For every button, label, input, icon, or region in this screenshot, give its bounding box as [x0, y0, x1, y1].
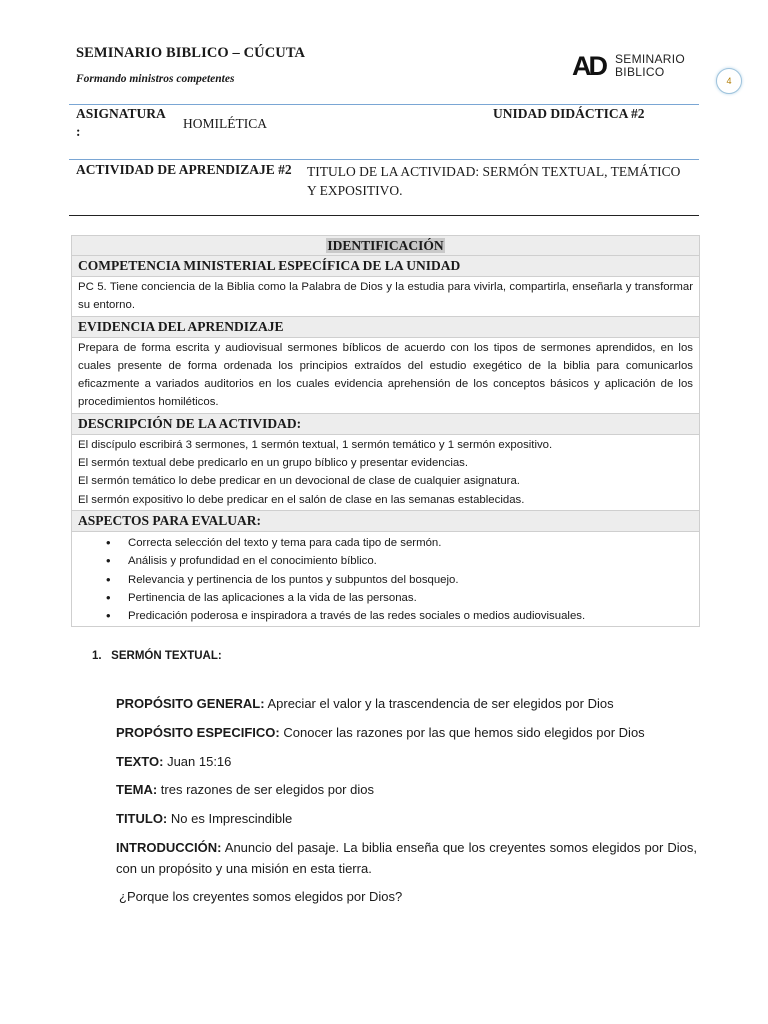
asignatura-label: ASIGNATURA [76, 106, 166, 121]
divider [69, 104, 699, 105]
table-title-row [72, 236, 699, 255]
logo-line2: BIBLICO [615, 65, 665, 79]
introduccion-label: INTRODUCCIÓN: [116, 840, 222, 855]
proposito-general-label: PROPÓSITO GENERAL: [116, 696, 265, 711]
introduccion [116, 837, 697, 879]
evidencia-text: Prepara de forma escrita y audiovisual sermones bíblicos de acuerdo con los tipos de sermones aprendidos, en los cuales presente de forma ordenada los principios extraídos del estudio exegético de la biblia para comunicarlos eficazmente a variados auditorios en los cuales evidencia aprehensión de los conceptos básicos y aplicación de los procedimientos homiléticos. [72, 337, 699, 413]
proposito-especifico-label: PROPÓSITO ESPECIFICO: [116, 725, 280, 740]
logo-line1: SEMINARIO [615, 52, 686, 66]
descripcion-line: El sermón temático lo debe predicar en un devocional de clase de cualquier asignatura. [78, 475, 520, 488]
descripcion-header: DESCRIPCIÓN DE LA ACTIVIDAD: [72, 413, 699, 434]
texto [116, 751, 697, 772]
list-item: • Relevancia y pertinencia de los puntos y subpuntos del bosquejo. [128, 571, 693, 589]
titulo-value: No es Imprescindible [170, 811, 293, 826]
actividad-title-line2: Y EXPOSITIVO. [307, 183, 403, 198]
unidad-didactica: UNIDAD DIDÁCTICA #2 [493, 106, 645, 121]
actividad-label: ACTIVIDAD DE APRENDIZAJE #2 [76, 162, 292, 177]
school-name: SEMINARIO BIBLICO – CÚCUTA [76, 45, 306, 61]
list-item: • Pertinencia de las aplicaciones a la vida de las personas. [128, 589, 693, 607]
seminary-logo [572, 52, 692, 82]
tema-value: tres razones de ser elegidos por dios [160, 782, 374, 797]
descripcion-line: El discípulo escribirá 3 sermones, 1 sermón textual, 1 sermón temático y 1 sermón expositivo. [78, 438, 553, 451]
page-number-badge[interactable]: 4 [716, 68, 742, 94]
tema [116, 779, 697, 800]
aspectos-list [78, 534, 693, 625]
section-title: 1. SERMÓN TEXTUAL: [92, 650, 222, 662]
competencia-header: COMPETENCIA MINISTERIAL ESPECÍFICA DE LA UNIDAD [72, 255, 699, 276]
descripcion-line: El sermón expositivo lo debe predicar en el salón de clase en las semanas establecidas. [78, 493, 525, 506]
aspectos-header: ASPECTOS PARA EVALUAR: [72, 510, 699, 531]
proposito-general-value: Apreciar el valor y la trascendencia de ser elegidos por Dios [267, 696, 614, 711]
logo-mark: AD [572, 51, 605, 81]
asignatura-value: HOMILÉTICA [183, 116, 267, 131]
table-title: IDENTIFICACIÓN [327, 238, 444, 253]
titulo-label: TITULO: [116, 811, 168, 826]
pregunta: ¿Porque los creyentes somos elegidos por Dios? [119, 889, 403, 904]
list-item: • Análisis y profundidad en el conocimiento bíblico. [128, 552, 693, 570]
descripcion-cell [72, 434, 699, 510]
aspectos-cell [72, 531, 699, 626]
descripcion-line: El sermón textual debe predicarlo en un grupo bíblico y presentar evidencias. [78, 457, 469, 470]
tema-label: TEMA: [116, 782, 158, 797]
texto-value: Juan 15:16 [167, 754, 232, 769]
divider [69, 215, 699, 216]
list-item: • Predicación poderosa e inspiradora a través de las redes sociales o medios audiovisuales. [128, 607, 693, 625]
proposito-general [116, 693, 697, 714]
evidencia-header: EVIDENCIA DEL APRENDIZAJE [72, 316, 699, 337]
asignatura-colon: : [76, 124, 81, 139]
titulo [116, 808, 697, 829]
texto-label: TEXTO: [116, 754, 164, 769]
proposito-especifico-value: Conocer las razones por las que hemos sido elegidos por Dios [283, 725, 645, 740]
actividad-title [307, 162, 680, 200]
school-motto: Formando ministros competentes [76, 73, 235, 85]
logo-text [615, 53, 685, 79]
identification-table [71, 235, 700, 627]
list-item: • Correcta selección del texto y tema para cada tipo de sermón. [128, 534, 693, 552]
introduccion-value: Anuncio del pasaje. La biblia enseña que los creyentes somos elegidos por Dios, con un propósito y una misión en esta tierra. [116, 840, 697, 876]
actividad-title-line1: TITULO DE LA ACTIVIDAD: SERMÓN TEXTUAL, TEMÁTICO [307, 164, 681, 179]
divider [69, 159, 699, 160]
competencia-text: PC 5. Tiene conciencia de la Biblia como la Palabra de Dios y la estudia para vivirla, compartirla, enseñarla y transformar su entorno. [72, 276, 699, 316]
proposito-especifico [116, 722, 697, 743]
